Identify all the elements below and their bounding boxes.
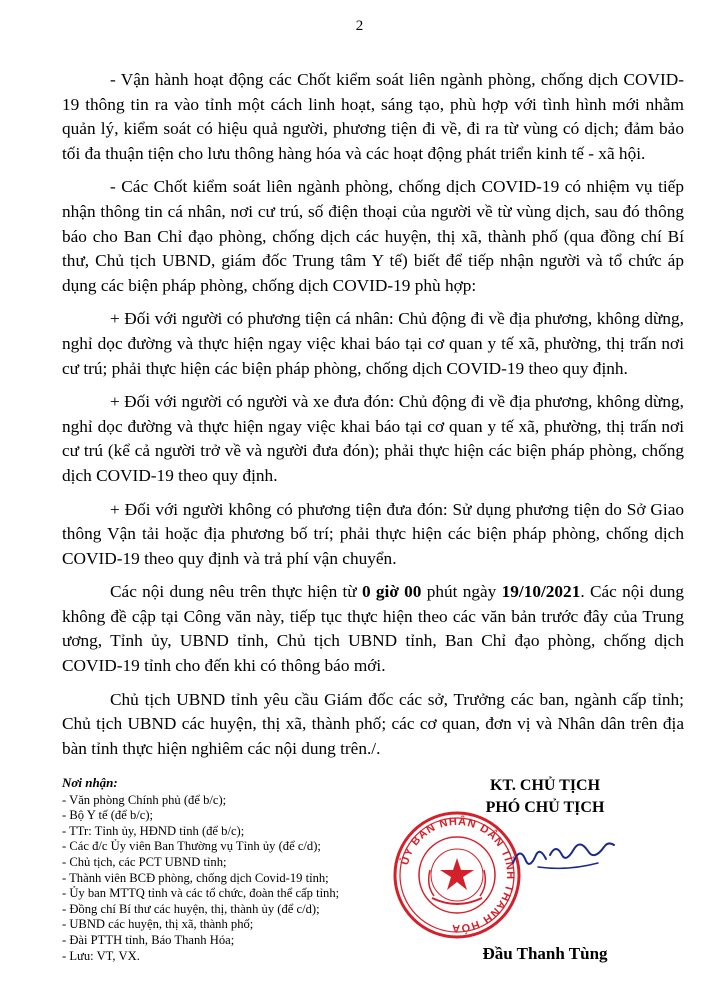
recipient-item: - Ủy ban MTTQ tỉnh và các tổ chức, đoàn thể cấp tỉnh; [62, 886, 340, 901]
official-seal-icon [392, 810, 522, 940]
paragraph-personal-vehicle: + Đối với người có phương tiện cá nhân: Chủ động đi về địa phương, không dừng, nghỉ dọc đường và thực hiện ngay việc khai báo tại cơ quan y tế xã, phường, thị trấn nơi cư trú; phải thực hiện các biện pháp phòng, chống dịch COVID-19 theo quy định. [62, 309, 684, 378]
recipient-item: - Bộ Y tế (để b/c); [62, 808, 154, 823]
paragraph-pickup-vehicle: + Đối với người có người và xe đưa đón: Chủ động đi về địa phương, không dừng, nghỉ dọc đường và thực hiện ngay việc khai báo tại cơ quan y tế xã, phường, thị trấn nơi cư trú (kể cả người trở về và người đưa đón); phải thực hiện các biện pháp phòng, chống dịch COVID-19 theo quy định. [62, 392, 684, 485]
recipient-item: - Văn phòng Chính phủ (để b/c); [62, 792, 227, 807]
paragraph-checkpoint-duties: - Các Chốt kiểm soát liên ngành phòng, chống dịch COVID-19 có nhiệm vụ tiếp nhận thông tin cá nhân, nơi cư trú, số điện thoại của người về từ vùng dịch, sau đó thông báo cho Ban Chỉ đạo phòng, chống dịch các huyện, thị xã, thành phố (qua đồng chí Bí thư, Chủ tịch UBND, giám đốc Trung tâm Y tế) biết để tiếp nhận người và tổ chức áp dụng các biện pháp phòng, chống dịch COVID-19 phù hợp: [62, 177, 684, 295]
paragraph-checkpoint-operation: - Vận hành hoạt động các Chốt kiểm soát liên ngành phòng, chống dịch COVID-19 thông tin ra vào tỉnh một cách linh hoạt, sáng tạo, phù hợp với tình hình mới nhằm quản lý, kiểm soát có hiệu quả người, phương tiện đi về, đi ra từ vùng có dịch; đảm bảo tối đa thuận tiện cho lưu thông hàng hóa và các hoạt động phát triển kinh tế - xã hội. [62, 70, 684, 163]
effective-time: 0 giờ 00 [361, 582, 422, 602]
signature-title-line2: PHÓ CHỦ TỊCH [485, 799, 605, 816]
paragraph-effective-date [62, 580, 684, 678]
handwritten-signature-icon [508, 825, 618, 885]
recipient-item: - Chủ tịch, các PCT UBND tỉnh; [62, 854, 227, 869]
effective-text-after: . Các nội dung không đề cập tại Công văn này, tiếp tục thực hiện theo các văn bản trước đây của Trung ương, Tỉnh ủy, UBND tỉnh, Chủ tịch UBND tỉnh, Ban Chỉ đạo phòng, chống dịch COVID-19 tỉnh cho đến khi có thông báo mới. [62, 582, 685, 676]
recipients-label: Nơi nhận: [62, 775, 118, 790]
paragraph-no-vehicle: + Đối với người không có phương tiện đưa đón: Sử dụng phương tiện do Sở Giao thông Vận tải hoặc địa phương bố trí; phải thực hiện các biện pháp phòng, chống dịch COVID-19 theo quy định và trả phí vận chuyển. [62, 499, 684, 568]
effective-date: 19/10/2021 [501, 582, 581, 602]
signature-title-line1: KT. CHỦ TỊCH [489, 777, 601, 794]
recipient-item: - Đài PTTH tỉnh, Báo Thanh Hóa; [62, 932, 235, 947]
signer-name: Đầu Thanh Tùng [482, 944, 608, 963]
document-body [62, 68, 684, 770]
recipient-item: - TTr: Tỉnh ủy, HĐND tỉnh (để b/c); [62, 823, 245, 838]
paragraph-closing: Chủ tịch UBND tỉnh yêu cầu Giám đốc các sở, Trưởng các ban, ngành cấp tỉnh; Chủ tịch UBND các huyện, thị xã, thành phố; các cơ quan, đơn vị và Nhân dân trên địa bàn tỉnh thực hiện nghiêm các nội dung trên./. [62, 689, 684, 758]
svg-text:ỦY BAN NHÂN DÂN TỈNH THANH HÓA: ỦY BAN NHÂN DÂN TỈNH THANH HÓA [399, 815, 517, 935]
page-number: 2 [355, 18, 364, 34]
recipient-item: - UBND các huyện, thị xã, thành phố; [62, 917, 254, 932]
recipient-item: - Lưu: VT, VX. [62, 948, 140, 963]
recipient-item: - Đồng chí Bí thư các huyện, thị, thành ủy (để c/d); [62, 901, 320, 916]
effective-text-before: Các nội dung nêu trên thực hiện từ [110, 582, 362, 602]
recipient-item: - Các đ/c Ủy viên Ban Thường vụ Tỉnh ủy (để c/d); [62, 839, 321, 854]
recipient-item: - Thành viên BCĐ phòng, chống dịch Covid-19 tỉnh; [62, 870, 329, 885]
effective-text-middle: phút ngày [421, 582, 502, 602]
recipients-block [62, 775, 392, 964]
